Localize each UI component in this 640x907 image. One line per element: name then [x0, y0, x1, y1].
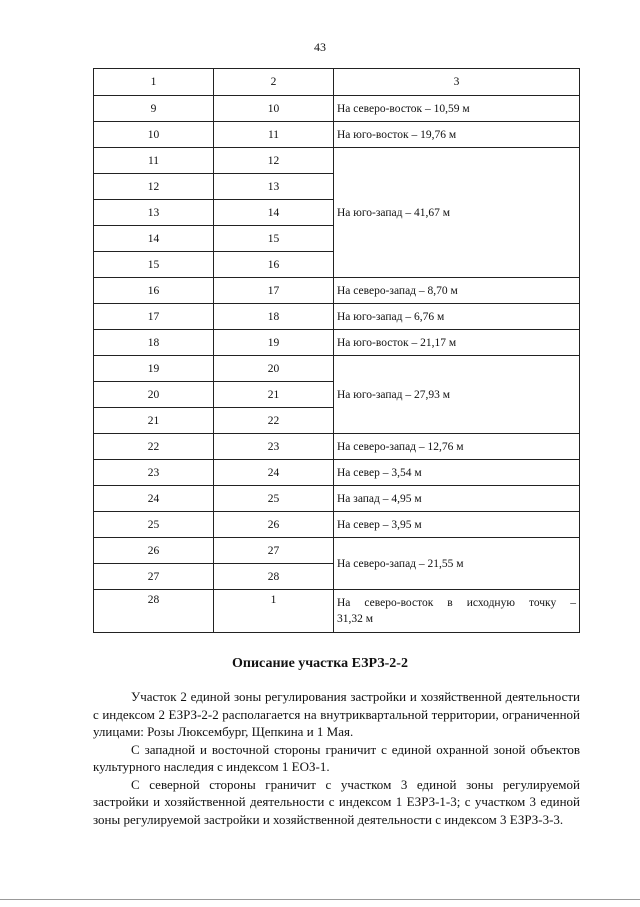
direction-cell: На юго-восток – 19,76 м	[334, 122, 580, 148]
point-from-cell: 24	[94, 486, 214, 512]
point-from-cell: 10	[94, 122, 214, 148]
page-edge-line	[0, 899, 640, 900]
point-from-cell: 27	[94, 564, 214, 590]
direction-cell: На юго-запад – 27,93 м	[334, 356, 580, 434]
point-to-cell: 11	[214, 122, 334, 148]
table-row	[94, 434, 580, 460]
point-from-cell: 12	[94, 174, 214, 200]
table-row	[94, 460, 580, 486]
table-header-row	[94, 69, 580, 96]
point-to-cell: 14	[214, 200, 334, 226]
direction-cell: На север – 3,95 м	[334, 512, 580, 538]
point-from-cell: 14	[94, 226, 214, 252]
point-to-cell: 13	[214, 174, 334, 200]
table-row	[94, 486, 580, 512]
point-from-cell: 18	[94, 330, 214, 356]
point-from-cell: 9	[94, 96, 214, 122]
table-row	[94, 278, 580, 304]
point-to-cell: 10	[214, 96, 334, 122]
direction-cell: На северо-запад – 12,76 м	[334, 434, 580, 460]
point-to-cell: 25	[214, 486, 334, 512]
table-row	[94, 538, 580, 564]
direction-line: На северо-восток в исходную точку –	[337, 597, 576, 609]
direction-cell: На запад – 4,95 м	[334, 486, 580, 512]
header-cell: 2	[214, 69, 334, 96]
point-to-cell: 28	[214, 564, 334, 590]
header-cell: 3	[334, 69, 580, 96]
point-from-cell: 17	[94, 304, 214, 330]
point-to-cell: 19	[214, 330, 334, 356]
point-from-cell: 15	[94, 252, 214, 278]
point-to-cell: 21	[214, 382, 334, 408]
direction-cell: На северо-восток – 10,59 м	[334, 96, 580, 122]
paragraph: Участок 2 единой зоны регулирования застройки и хозяйственной деятельности с индексом 2 ЕЗРЗ-2-2 располагается на внутриквартальной территории, ограниченной улицами: Розы Люксембург, Щепкина и 1 Мая.	[93, 689, 580, 739]
point-to-cell: 12	[214, 148, 334, 174]
point-from-cell: 23	[94, 460, 214, 486]
direction-cell: На северо-запад – 8,70 м	[334, 278, 580, 304]
description-text	[93, 688, 580, 828]
table-row	[94, 512, 580, 538]
table-row	[94, 330, 580, 356]
point-from-cell: 16	[94, 278, 214, 304]
point-to-cell: 22	[214, 408, 334, 434]
point-from-cell: 22	[94, 434, 214, 460]
direction-cell: На юго-запад – 41,67 м	[334, 148, 580, 278]
point-to-cell: 15	[214, 226, 334, 252]
point-from-cell: 20	[94, 382, 214, 408]
point-to-cell: 18	[214, 304, 334, 330]
point-from-cell: 19	[94, 356, 214, 382]
table-row	[94, 122, 580, 148]
direction-cell	[334, 590, 580, 633]
direction-cell: На север – 3,54 м	[334, 460, 580, 486]
point-from-cell: 28	[94, 590, 214, 633]
point-from-cell: 25	[94, 512, 214, 538]
point-from-cell: 11	[94, 148, 214, 174]
point-to-cell: 16	[214, 252, 334, 278]
point-to-cell: 26	[214, 512, 334, 538]
header-cell: 1	[94, 69, 214, 96]
direction-cell: На юго-запад – 6,76 м	[334, 304, 580, 330]
point-to-cell: 27	[214, 538, 334, 564]
point-to-cell: 1	[214, 590, 334, 633]
paragraph: С западной и восточной стороны граничит с единой охранной зоной объектов культурного наследия с индексом 1 ЕОЗ-1.	[93, 741, 580, 774]
table-row	[94, 304, 580, 330]
point-to-cell: 17	[214, 278, 334, 304]
point-from-cell: 26	[94, 538, 214, 564]
table-row	[94, 148, 580, 174]
direction-line: 31,32 м	[337, 613, 374, 625]
section-title: Описание участка ЕЗРЗ-2-2	[232, 656, 408, 671]
boundary-table	[93, 68, 580, 633]
point-to-cell: 20	[214, 356, 334, 382]
table-row	[94, 356, 580, 382]
point-to-cell: 24	[214, 460, 334, 486]
point-to-cell: 23	[214, 434, 334, 460]
direction-cell: На северо-запад – 21,55 м	[334, 538, 580, 590]
point-from-cell: 21	[94, 408, 214, 434]
page-number: 43	[314, 40, 326, 54]
table-row	[94, 590, 580, 633]
point-from-cell: 13	[94, 200, 214, 226]
direction-cell: На юго-восток – 21,17 м	[334, 330, 580, 356]
paragraph: С северной стороны граничит с участком 3 единой зоны регулируемой застройки и хозяйственной деятельности с индексом 1 ЕЗРЗ-1-3; с участком 3 единой зоны регулируемой застройки и хозяйственной деятельности с индексом 3 ЕЗРЗ-3-3.	[93, 776, 580, 827]
table-row	[94, 96, 580, 122]
